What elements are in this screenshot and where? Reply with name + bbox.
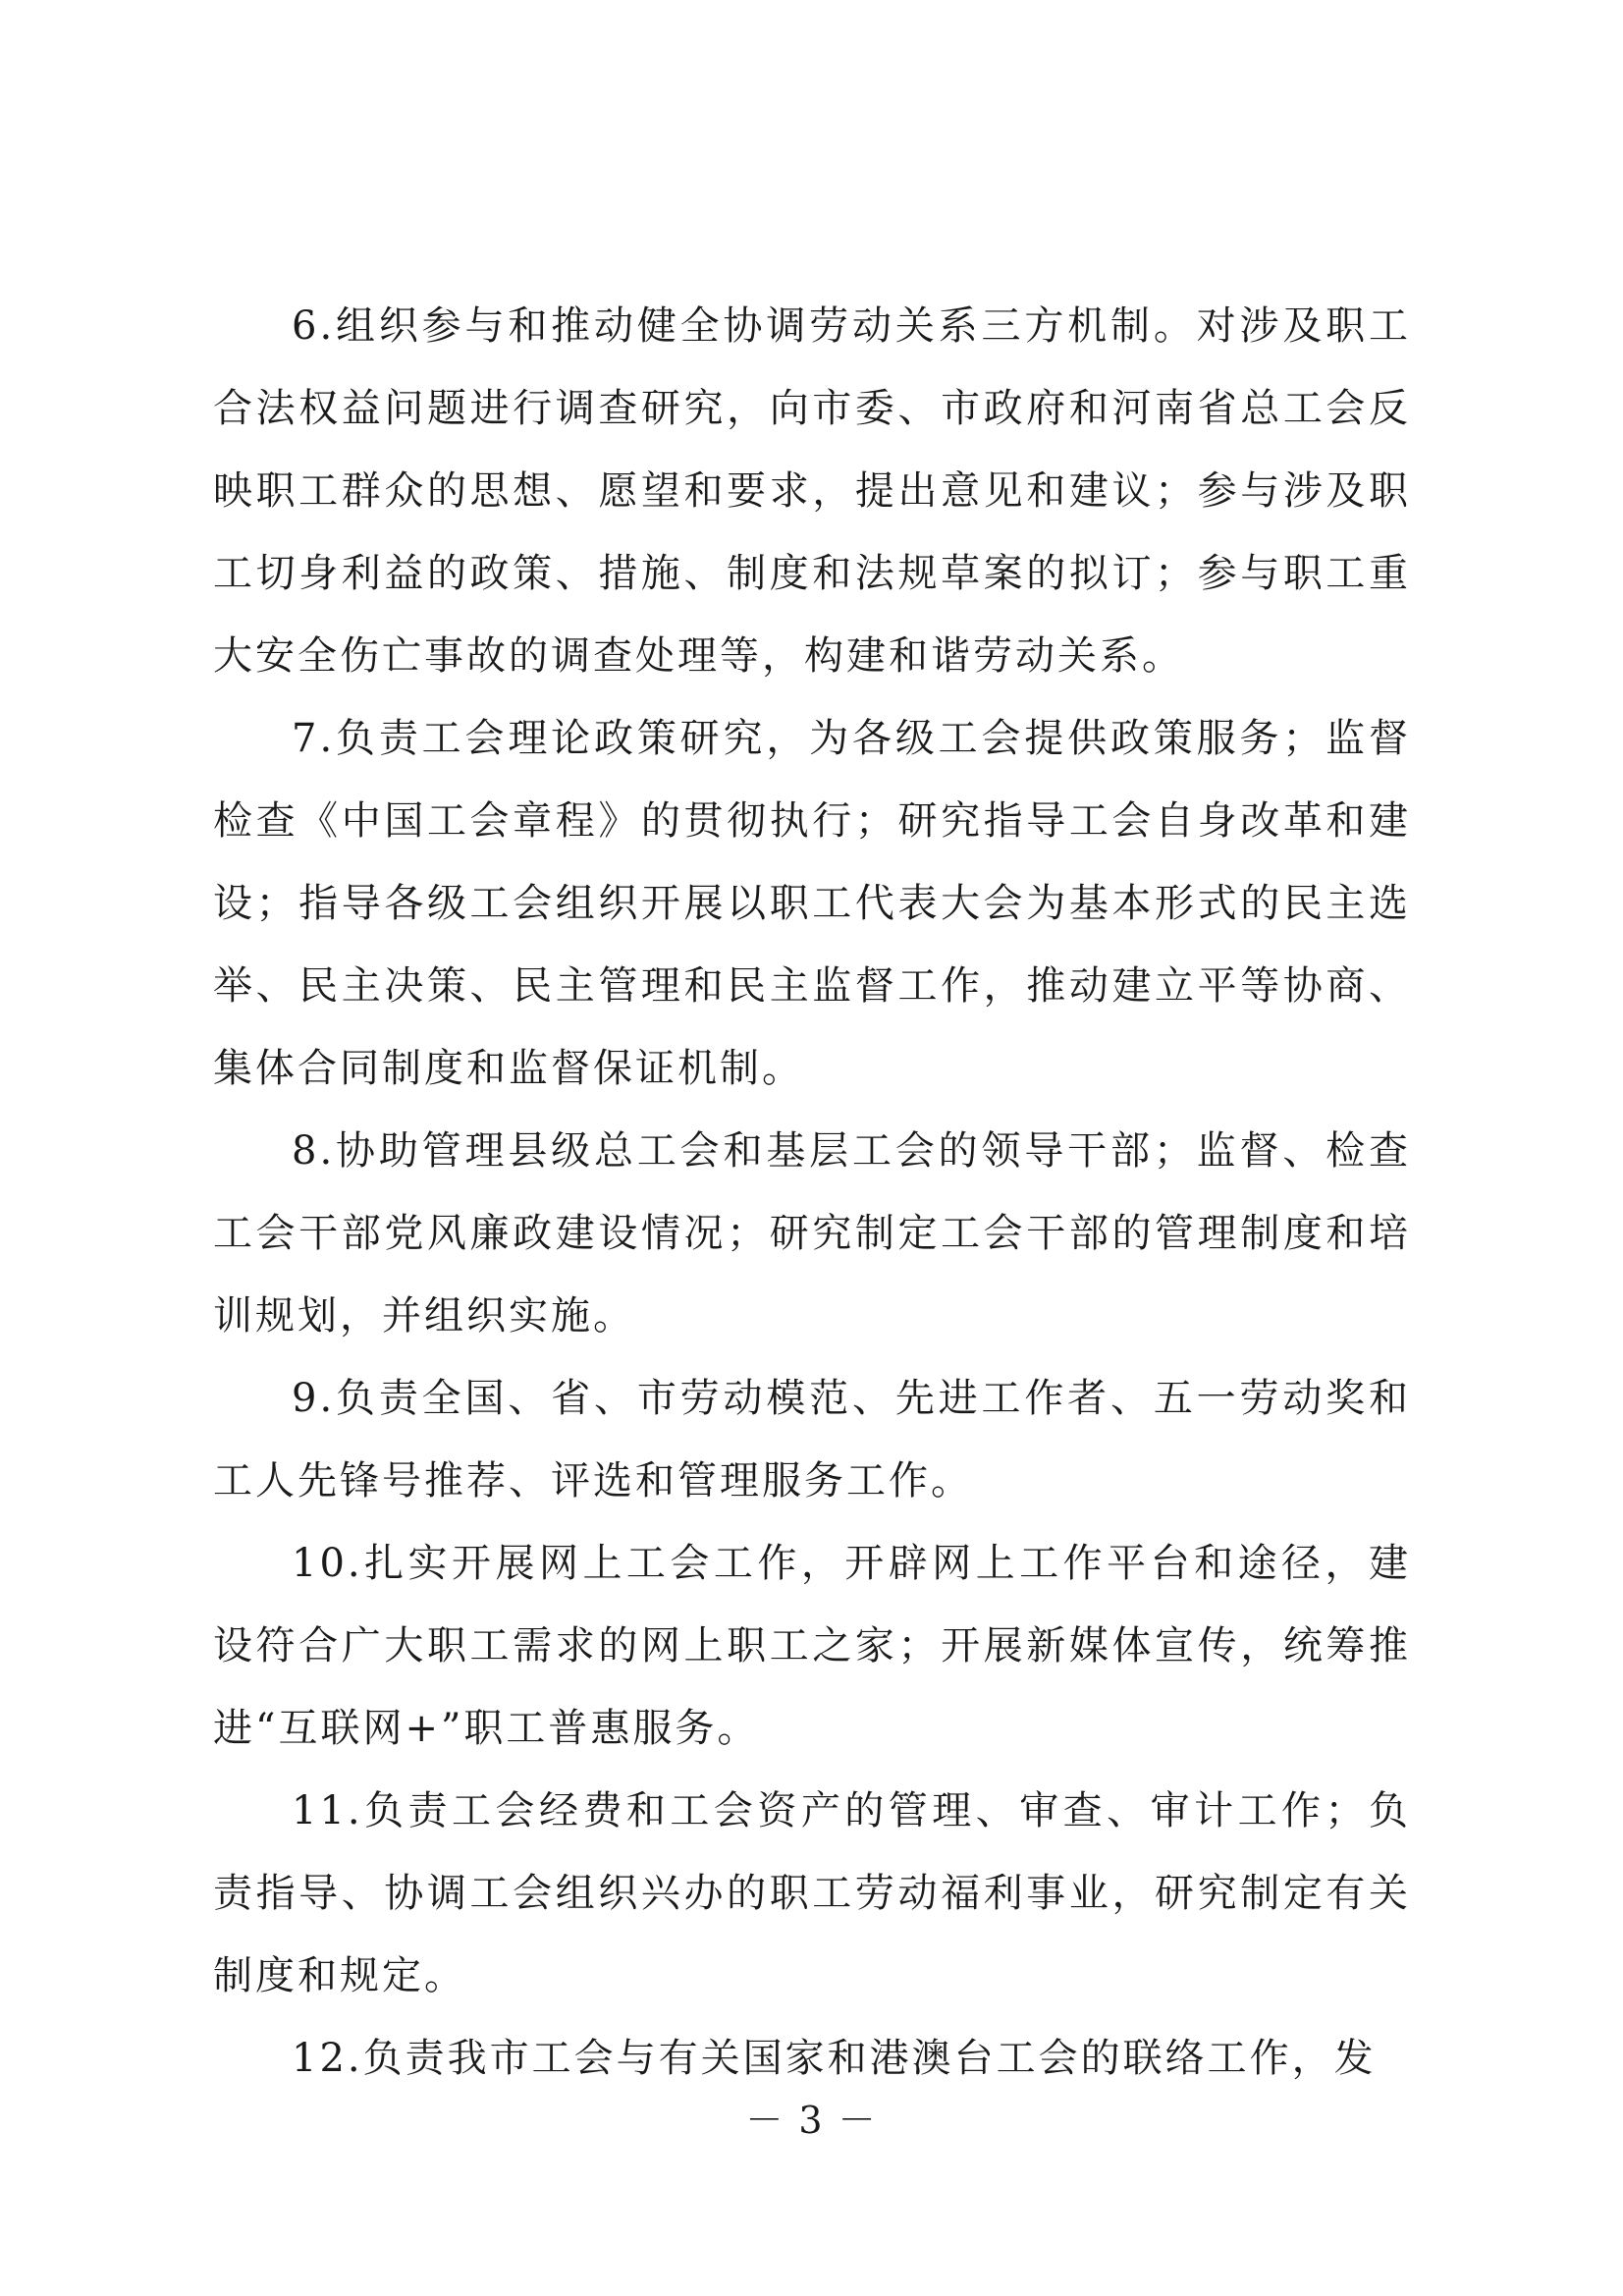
paragraph-item-9: 9.负责全国、省、市劳动模范、先进工作者、五一劳动奖和工人先锋号推荐、评选和管理服务工作。: [213, 1376, 1411, 1503]
page-number: － 3 －: [745, 2099, 878, 2142]
document-body: [213, 285, 1411, 2100]
paragraph-item-7: 7.负责工会理论政策研究，为各级工会提供政策服务；监督检查《中国工会章程》的贯彻执行；研究指导工会自身改革和建设；指导各级工会组织开展以职工代表大会为基本形式的民主选举、民主决策、民主管理和民主监督工作，推动建立平等协商、集体合同制度和监督保证机制。: [213, 716, 1411, 1091]
paragraph-item-11: 11.负责工会经费和工会资产的管理、审查、审计工作；负责指导、协调工会组织兴办的职工劳动福利事业，研究制定有关制度和规定。: [213, 1788, 1411, 1998]
paragraph-item-8: 8.协助管理县级总工会和基层工会的领导干部；监督、检查工会干部党风廉政建设情况；研究制定工会干部的管理制度和培训规划，并组织实施。: [213, 1128, 1411, 1339]
paragraph-item-10: 10.扎实开展网上工会工作，开辟网上工作平台和途径，建设符合广大职工需求的网上职工之家；开展新媒体宣传，统筹推进“互联网+”职工普惠服务。: [213, 1541, 1411, 1751]
paragraph-item-6: 6.组织参与和推动健全协调劳动关系三方机制。对涉及职工合法权益问题进行调查研究，向市委、市政府和河南省总工会反映职工群众的思想、愿望和要求，提出意见和建议；参与涉及职工切身利益的政策、措施、制度和法规草案的拟订；参与职工重大安全伤亡事故的调查处理等，构建和谐劳动关系。: [213, 303, 1411, 679]
paragraph-item-12: 12.负责我市工会与有关国家和港澳台工会的联络工作，发: [292, 2036, 1377, 2081]
